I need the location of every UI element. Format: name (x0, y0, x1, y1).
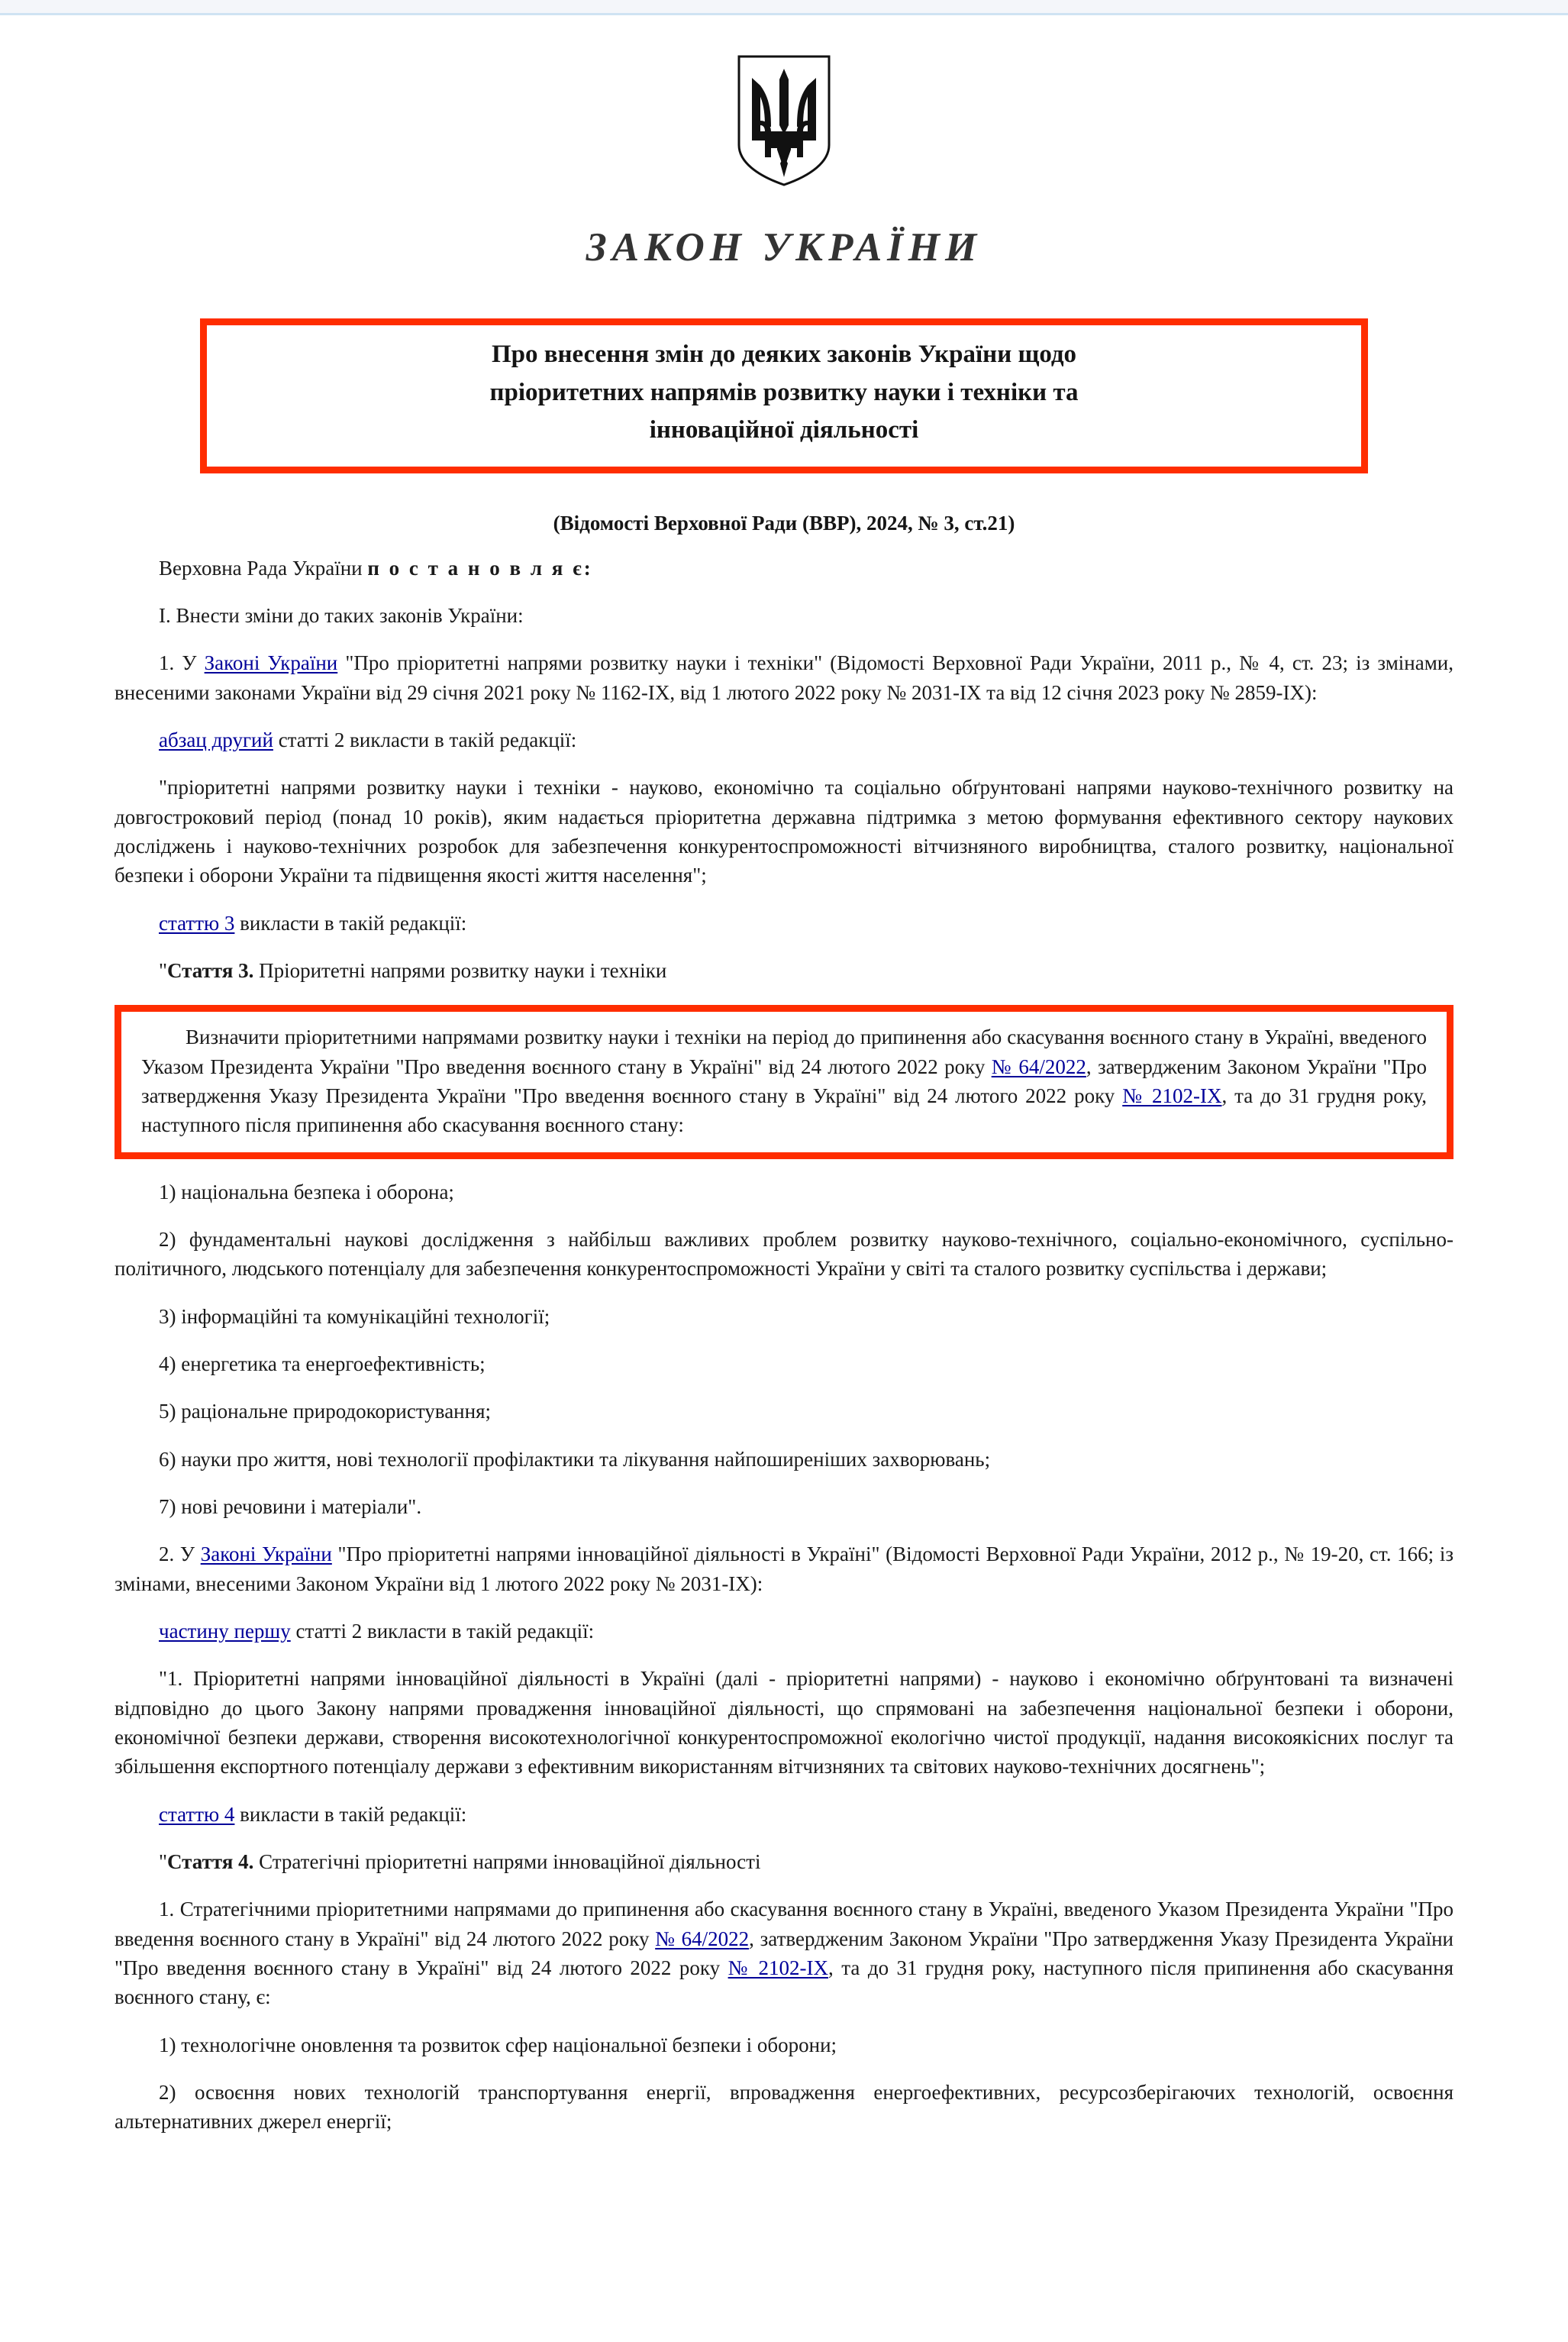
article-4-lead-part-2: , затвердженим Законом України "Про затвердження Указу Президента України "Про введення воєнного стану в Україні" від 24 лютого 2022 року (115, 1927, 1453, 1979)
document-title-line-1: Про внесення змін до деяких законів України щодо (491, 341, 1077, 369)
document-title-line-2: пріоритетних напрямів розвитку науки і техніки та (489, 378, 1079, 406)
section-roman-heading: I. Внести зміни до таких законів України: (159, 604, 524, 628)
article-4-lead-part-3: , та до 31 грудня року, наступного після припинення або скасування воєнного стану, є: (115, 1956, 1453, 2009)
enacting-prefix: Верховна Рада України (159, 556, 368, 580)
article-4-title: Стратегічні пріоритетні напрями інноваційної діяльності (253, 1849, 761, 1873)
item-1-paragraph (115, 648, 1453, 707)
link-zakon-2102-ix-a[interactable]: № 2102-IX (1122, 1084, 1222, 1108)
ukraine-trident-emblem-icon (737, 55, 831, 186)
article-4-number: Стаття 4. (167, 1849, 254, 1873)
link-stattiu-4[interactable]: статтю 4 (159, 1802, 235, 1826)
amendment-3-intro (115, 1617, 1453, 1646)
browser-top-bar (0, 0, 1568, 15)
priority-list-item: 6) науки про життя, нові технології профілактики та лікування найпоширеніших захворювань; (159, 1447, 991, 1471)
link-abzac-druhyi[interactable]: абзац другий (159, 728, 273, 752)
highlighted-title-box (200, 318, 1368, 473)
enacting-emphasis: п о с т а н о в л я є: (367, 556, 593, 580)
article-3-lead-part-3: , та до 31 грудня року, наступного після припинення або скасування воєнного стану: (141, 1084, 1427, 1137)
amendment-1-text: "пріоритетні напрями розвитку науки і техніки - науково, економічно та соціально обґрунтовані напрями науково-технічного розвитку на довгостроковий період (понад 10 років), яким надається пріоритетна державна підтримка з метою формування ефективного сектору наукових досліджень і науково-технічних розробок для забезпечення конкурентоспроможності вітчизняного виробництва, сталого розвитку, національної безпеки і оборони України та підвищення якості життя населення"; (115, 776, 1453, 887)
article-4-lead-part-1: 1. Стратегічними пріоритетними напрямами до припинення або скасування воєнного стану в Україні, введеного Указом Президента України "Про введення воєнного стану в Україні" від 24 лютого 2022 року (115, 1898, 1453, 1950)
priority-list-item: 2) фундаментальні наукові дослідження з найбільш важливих проблем розвитку науково-технічного, соціально-економічного, суспільно-політичного, людського потенціалу для забезпечення конкурентоспроможності України у світі та сталого розвитку суспільства і держави; (115, 1228, 1453, 1281)
highlighted-article-3-lead-box (115, 1005, 1453, 1158)
amendment-1-intro (115, 725, 1453, 754)
amendment-4-intro (115, 1800, 1453, 1829)
priority-list-item: 7) нові речовини і матеріали". (159, 1495, 422, 1519)
article-3-lead-paragraph (141, 1022, 1427, 1139)
item-2-number: 2. У (159, 1542, 201, 1566)
article-3-lead-part-2: , затвердженим Законом України "Про затвердження Указу Президента України "Про введення воєнного стану в Україні" від 24 лютого 2022 року (141, 1055, 1428, 1108)
amendment-2-intro-rest: викласти в такій редакції: (234, 911, 467, 935)
document-title (234, 336, 1334, 450)
article-3-title: Пріоритетні напрями розвитку науки і техніки (253, 959, 667, 983)
link-ukaz-64-2022-a[interactable]: № 64/2022 (991, 1055, 1086, 1078)
link-stattiu-3[interactable]: статтю 3 (159, 911, 235, 935)
amendment-3-intro-rest: статті 2 викласти в такій редакції: (290, 1620, 595, 1643)
link-zakon-ukrainy-1[interactable]: Законі України (204, 651, 338, 675)
item-2-rest: "Про пріоритетні напрями інноваційної діяльності в Україні" (Відомості Верховної Ради України, 2012 р., № 19-20, ст. 166; із змінами, внесеними Законом України від 1 лютого 2022 року № 2031-IX): (115, 1542, 1453, 1595)
coat-of-arms-container (101, 15, 1467, 198)
enacting-clause (115, 554, 1453, 583)
article-3-heading (115, 956, 1453, 985)
link-zakon-ukrainy-2[interactable]: Законі України (200, 1542, 332, 1566)
article-4-lead-paragraph (115, 1895, 1453, 2011)
strategic-list-item: 1) технологічне оновлення та розвиток сфер національної безпеки і оборони; (159, 2033, 837, 2056)
amendment-1-intro-rest: статті 2 викласти в такій редакції: (273, 728, 577, 752)
item-1-rest: "Про пріоритетні напрями розвитку науки і техніки" (Відомості Верховної Ради України, 2011 р., № 4, ст. 23; із змінами, внесеними законами України від 29 січня 2021 року № 1162-IX, від 1 лютого 2022 року № 2031-IX та від 12 січня 2023 року № 2859-IX): (115, 651, 1453, 704)
publication-reference: (Відомості Верховної Ради (ВВР), 2024, № 3, ст.21) (553, 511, 1015, 535)
article-3-number: Стаття 3. (167, 959, 254, 983)
document-page (101, 15, 1467, 2167)
document-body (101, 512, 1467, 2137)
article-4-quote: " (159, 1849, 168, 1873)
item-2-paragraph (115, 1539, 1453, 1598)
amendment-4-intro-rest: викласти в такій редакції: (234, 1802, 467, 1826)
amendment-3-text: "1. Пріоритетні напрями інноваційної діяльності в Україні (далі - пріоритетні напрями) - науково і економічно обґрунтовані та визначені відповідно до цього Закону напрями провадження інноваційної діяльності, що спрямовані на забезпечення національної безпеки і оборони, економічної безпеки держави, створення високотехнологічної конкурентоспроможної екологічно чистої продукції, надання високоякісних послуг та збільшення експортного потенціалу держави з ефективним використанням вітчизняних та світових науково-технічних досягнень"; (115, 1667, 1453, 1778)
link-chastynu-pershu[interactable]: частину першу (159, 1620, 291, 1643)
document-title-line-3: інноваційної діяльності (649, 416, 919, 444)
law-kind-heading: ЗАКОН УКРАЇНИ (586, 225, 982, 270)
priority-list-item: 1) національна безпека і оборона; (159, 1180, 454, 1203)
article-3-quote: " (159, 959, 168, 983)
article-3-lead-part-1: Визначити пріоритетними напрямами розвитку науки і техніки на період до припинення або скасування воєнного стану в Україні, введеного Указом Президента України "Про введення воєнного стану в Україні" від 24 лютого 2022 року (141, 1026, 1427, 1078)
link-ukaz-64-2022-b[interactable]: № 64/2022 (655, 1927, 750, 1950)
item-1-number: 1. У (159, 651, 205, 675)
priority-list-item: 4) енергетика та енергоефективність; (159, 1352, 486, 1376)
priority-list-item: 3) інформаційні та комунікаційні технології; (159, 1304, 550, 1328)
amendment-2-intro (115, 909, 1453, 938)
strategic-list-item: 2) освоєння нових технологій транспортування енергії, впровадження енергоефективних, ресурсозберігаючих технологій, освоєння альтернативних джерел енергії; (115, 2080, 1453, 2134)
priority-list-item: 5) раціональне природокористування; (159, 1400, 491, 1423)
link-zakon-2102-ix-b[interactable]: № 2102-IX (728, 1956, 829, 1979)
article-4-heading (115, 1847, 1453, 1876)
